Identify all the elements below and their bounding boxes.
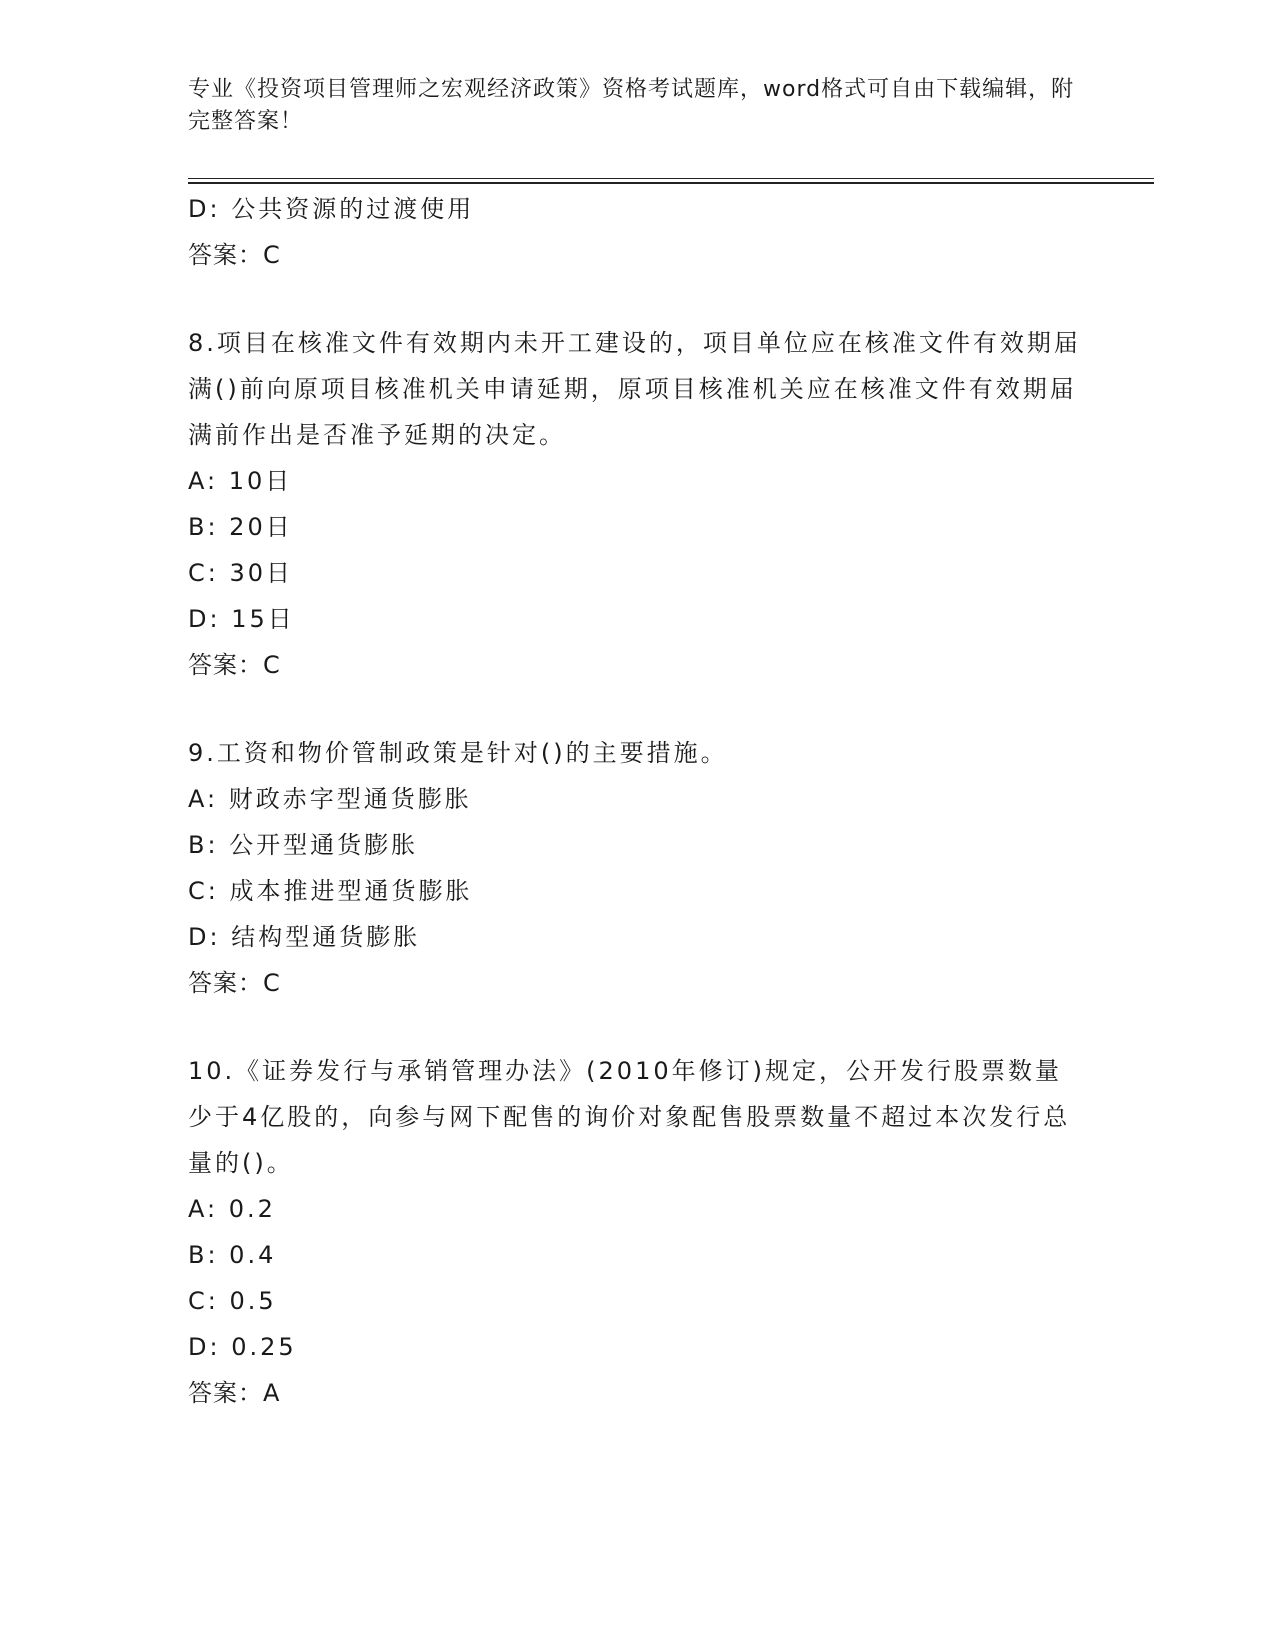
option-d: D: 公共资源的过渡使用 xyxy=(188,195,475,223)
option-b: B: 0.4 xyxy=(188,1241,277,1269)
answer: 答案：C xyxy=(188,969,281,997)
spacer xyxy=(188,278,1088,320)
document-header: 专业《投资项目管理师之宏观经济政策》资格考试题库，word格式可自由下载编辑，附完整答案！ xyxy=(188,77,1075,134)
question-list xyxy=(188,186,1088,1416)
spacer xyxy=(188,688,1088,730)
question-stem: 9.工资和物价管制政策是针对()的主要措施。 xyxy=(188,739,728,767)
answer: 答案：A xyxy=(188,1379,281,1407)
question-stem: 8.项目在核准文件有效期内未开工建设的，项目单位应在核准文件有效期届满()前向原项目核准机关申请延期，原项目核准机关应在核准文件有效期届满前作出是否准予延期的决定。 xyxy=(188,329,1081,449)
option-c: C: 0.5 xyxy=(188,1287,277,1315)
option-a: A: 财政赤字型通货膨胀 xyxy=(188,785,472,813)
option-d: D: 结构型通货膨胀 xyxy=(188,923,421,951)
spacer xyxy=(188,1006,1088,1048)
option-c: C: 成本推进型通货膨胀 xyxy=(188,877,473,905)
question-8 xyxy=(188,320,1088,688)
option-d: D: 0.25 xyxy=(188,1333,297,1361)
option-a: A: 0.2 xyxy=(188,1195,276,1223)
option-c: C: 30日 xyxy=(188,559,294,587)
option-b: B: 20日 xyxy=(188,513,293,541)
question-7-tail xyxy=(188,186,1088,278)
answer: 答案：C xyxy=(188,651,281,679)
option-a: A: 10日 xyxy=(188,467,293,495)
header-rule-thin xyxy=(188,178,1154,179)
option-d: D: 15日 xyxy=(188,605,295,633)
question-10 xyxy=(188,1048,1088,1416)
header-rule-thick xyxy=(188,182,1154,184)
option-b: B: 公开型通货膨胀 xyxy=(188,831,419,859)
question-stem: 10.《证券发行与承销管理办法》(2010年修订)规定，公开发行股票数量少于4亿股的，向参与网下配售的询价对象配售股票数量不超过本次发行总量的()。 xyxy=(188,1057,1071,1177)
answer: 答案：C xyxy=(188,241,281,269)
question-9 xyxy=(188,730,1088,1006)
